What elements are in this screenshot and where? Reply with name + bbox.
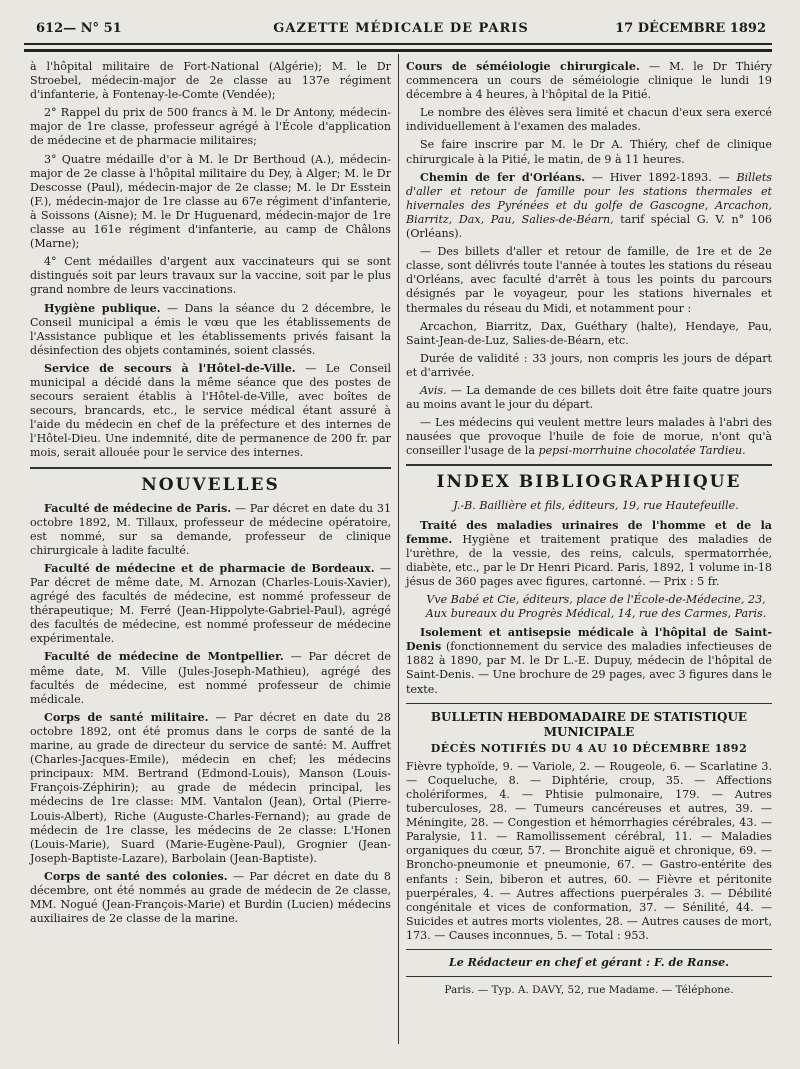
morrhuine-article [406, 416, 772, 458]
semio-paragraph-3: Se faire inscrire par M. le Dr A. Thiéry, chef de clinique chirurgicale à la Pitié, le matin, de 9 à 11 heures. [406, 138, 772, 166]
militaire-article [30, 711, 391, 866]
paris-heading: Faculté de médecine de Paris. [44, 501, 232, 515]
book-1-title: Traité des maladies urinaires de l'homme et de la femme. [406, 518, 772, 546]
right-column [406, 60, 772, 997]
publisher-1: J.-B. Baillière et fils, éditeurs, 19, rue Hautefeuille. [453, 499, 739, 513]
secours-article [30, 362, 391, 461]
column-divider [398, 54, 399, 1044]
book-1 [406, 519, 772, 589]
header-rule-thick [24, 49, 772, 52]
awards-paragraph-1: à l'hôpital militaire de Fort-National (Algérie); M. le Dr Stroebel, médecin-major de 2e classe au 137e régiment d'infanterie, à Fontenay-le-Comte (Vendée); [30, 60, 391, 102]
semio-paragraph-2: Le nombre des élèves sera limité et chacun d'eux sera exercé individuellement à l'examen des malades. [406, 106, 772, 134]
hygiene-heading: Hygiène publique. [44, 301, 161, 315]
book-2 [406, 626, 772, 696]
hygiene-text: — Dans la séance du 2 décembre, le Conseil municipal a émis le vœu que les établissements de l'Assistance publique et les établissements privés faisant la désinfection des objets contaminés, soient classés. [30, 301, 391, 357]
publisher-2a: Vve Babé et Cie, éditeurs, place de l'École-de-Médecine, 23, [426, 593, 766, 606]
montpellier-text: — Par décret de même date, M. Ville (Jules-Joseph-Mathieu), agrégé des facultés de médecine, est nommé professeur de chimie médicale. [30, 650, 391, 706]
orleans-article [406, 171, 772, 241]
orleans-paragraph-2: — Des billets d'aller et retour de famille, de 1re et de 2e classe, sont délivrés toute l'année à toutes les stations du réseau d'Orléans, avec faculté d'arrêt à tous les points du parcours désignés par le voyageur, pour les stations hivernales et thermales du réseau du Midi, et notamment pour : [406, 245, 772, 315]
bordeaux-text: — Par décret de même date, M. Arnozan (Charles-Louis-Xavier), agrégé des facultés de médecine, est nommé professeur de thérapeutique; M. Ferré (Jean-Hippolyte-Gabriel-Paul), agrégé des facultés de médecine, est nommé professeur de médecine expérimentale. [30, 561, 391, 646]
morrhuine-product: pepsi-morrhuine chocolatée Tardieu. [538, 444, 746, 458]
avis-text: — La demande de ces billets doit être faite quatre jours au moins avant le jour du départ. [406, 383, 772, 412]
militaire-heading: Corps de santé militaire. [44, 710, 209, 724]
bordeaux-heading: Faculté de médecine et de pharmacie de Bordeaux. [44, 561, 375, 575]
section-separator-right [406, 464, 772, 466]
awards-paragraph-2: 2° Rappel du prix de 500 francs à M. le Dr Antony, médecin-major de 1re classe, professeur agrégé à l'École d'application de médecine et de pharmacie militaires; [30, 106, 391, 148]
newspaper-title: GAZETTE MÉDICALE DE PARIS [273, 21, 529, 36]
colonies-heading: Corps de santé des colonies. [44, 869, 228, 883]
semio-article [406, 60, 772, 102]
orleans-italic: Billets d'aller et retour de famille pour les stations thermales et hivernales des Pyrénées et du golfe de Gascogne, Arcachon, Biarritz, Dax, Pau, Salies-de-Béarn, [406, 170, 772, 226]
militaire-text: — Par décret en date du 28 octobre 1892, ont été promus dans le corps de santé de la marine, au grade de directeur du service de santé: M. Auffret (Charles-Jacques-Emile), médecin en chef; les médecins principaux: MM. Bertrand (Edmond-Louis), Manson (Louis-François-Zéphirin); au grade de médecin principal, les médecins de 1re classe: MM. Vantalon (Jean), Ortal (Pierre-Louis-Albert), Riche (Auguste-Charles-Fernand); au grade de médecin de 1re classe, les médecins de 2e classe: L'Honen (Louis-Marie), Suard (Marie-Eugène-Paul), Grognier (Jean-Joseph-Baptiste-Lazare), Barbolain (Jean-Baptiste). [30, 710, 391, 865]
printer-line: Paris. — Typ. A. DAVY, 52, rue Madame. — Téléphone. [444, 984, 734, 997]
avis-label: Avis. [420, 383, 447, 397]
issue-date: 17 DÉCEMBRE 1892 [615, 21, 766, 36]
secours-heading: Service de secours à l'Hôtel-de-Ville. [44, 361, 296, 375]
signature-separator [406, 949, 772, 950]
orleans-paragraph-3: Arcachon, Biarritz, Dax, Guéthary (halte), Hendaye, Pau, Saint-Jean-de-Luz, Salies-de-Béarn, etc. [406, 319, 772, 347]
editor-signature: Le Rédacteur en chef et gérant : F. de Ranse. [448, 955, 730, 969]
paris-text: — Par décret en date du 31 octobre 1892, M. Tillaux, professeur de médecine opératoire, est nommé, sur sa demande, professeur de clinique chirurgicale à ladite faculté. [30, 501, 392, 557]
deces-list: Fièvre typhoïde, 9. — Variole, 2. — Rougeole, 6. — Scarlatine 3. — Coqueluche, 8. — Diphtérie, croup, 35. — Affections cholériformes, 4. — Phtisie pulmonaire, 179. — Autres tuberculoses, 28. — Tumeurs cancéreuses et autres, 39. — Méningite, 28. — Congestion et hémorrhagies cérébrales, 43. — Paralysie, 11. — Ramollissement cérébral, 11. — Maladies organiques du cœur, 57. — Bronchite aiguë et chronique, 69. — Broncho-pneumonie et pneumonie, 67. — Gastro-entérite des enfants : Sein, biberon et autres, 60. — Fièvre et péritonite puerpérales, 4. — Autres affections puerpérales 3. — Débilité congénitale et vices de conformation, 37. — Sénilité, 44. — Suicides et autres morts violentes, 28. — Autres causes de mort, 173. — Causes inconnues, 5. — Total : 953. [406, 759, 772, 942]
semio-text: — M. le Dr Thiéry commencera un cours de séméiologie clinique le lundi 19 décembre à 4 heures, à l'hôpital de la Pitié. [406, 60, 772, 102]
morrhuine-text: — Les médecins qui veulent mettre leurs malades à l'abri des nausées que provoque l'huile de foie de morue, n'ont qu'à conseiller l'usage de la [406, 416, 772, 458]
colonies-article [30, 870, 391, 926]
awards-paragraph-3: 3° Quatre médaille d'or à M. le Dr Berthoud (A.), médecin-major de 2e classe à l'hôpital militaire du Dey, à Alger; M. le Dr Descosse (Paul), médecin-major de 2e classe; M. le Dr Esstein (F.), médecin-major de 1re classe au 67e régiment d'infanterie, à Soissons (Aisne); M. le Dr Huguenard, médecin-major de 1re classe au 161e régiment d'infanterie, au camp de Châlons (Marne); [30, 152, 391, 251]
hygiene-article [30, 302, 391, 358]
montpellier-article [30, 650, 391, 706]
bulletin-title-2: MUNICIPALE [543, 724, 635, 739]
semio-heading: Cours de séméiologie chirurgicale. [406, 60, 640, 73]
colonies-text: — Par décret en date du 8 décembre, ont été nommés au grade de médecin de 2e classe, MM. Nogué (Jean-François-Marie) et Burdin (Lucien) médecins auxiliaires de 2e classe de la marine. [30, 869, 391, 926]
section-separator [30, 467, 391, 469]
header-rule [24, 43, 772, 45]
deces-heading: DÉCÈS NOTIFIÉS DU 4 AU 10 DÉCEMBRE 1892 [430, 741, 748, 755]
orleans-heading: Chemin de fer d'Orléans. [420, 170, 586, 184]
bulletin-separator [406, 703, 772, 704]
orleans-avis [406, 384, 772, 412]
book-1-text: Hygiène et traitement pratique des maladies de l'urèthre, de la vessie, des reins, calculs, spermatorrhée, diabète, etc., par le Dr Henri Picard. Paris, 1892, 1 volume in-18 jésus de 360 pages avec figures, cartonné. — Prix : 5 fr. [406, 532, 772, 588]
paris-article [30, 502, 391, 558]
orleans-text-1: — Hiver 1892-1893. — [585, 170, 737, 184]
orleans-paragraph-4: Durée de validité : 33 jours, non compris les jours de départ et d'arrivée. [406, 351, 772, 379]
bulletin-title-1: BULLETIN HEBDOMADAIRE DE STATISTIQUE [430, 709, 748, 724]
left-column [30, 60, 391, 930]
nouvelles-title: NOUVELLES [141, 474, 280, 495]
printer-separator [406, 976, 772, 977]
orleans-text-2: tarif spécial G. V. n° 106 (Orléans). [406, 212, 772, 241]
secours-text: — Le Conseil municipal a décidé dans la même séance que des postes de secours seraient établis à l'Hôtel-de-Ville, avec boîtes de secours, brancards, etc., le service médical étant assuré à l'aide du médecin en chef de la préfecture et des internes de l'Hôtel-Dieu. Une indemnité, dite de permanence de 200 fr. par mois, serait allouée pour le service des internes. [30, 361, 391, 460]
page-header [36, 18, 766, 40]
montpellier-heading: Faculté de médecine de Montpellier. [44, 650, 284, 664]
book-2-title: Isolement et antisepsie médicale à l'hôpital de Saint-Denis [406, 626, 772, 654]
index-title: INDEX BIBLIOGRAPHIQUE [436, 472, 742, 493]
book-2-text: (fonctionnement du service des maladies infectieuses de 1882 à 1890, par M. le Dr L.-E. Dupuy, médecin de l'hôpital de Saint-Denis. — Une brochure de 29 pages, avec 3 figures dans le texte. [406, 640, 772, 696]
awards-paragraph-4: 4° Cent médailles d'argent aux vaccinateurs qui se sont distingués soit par leurs travaux sur la vaccine, soit par le plus grand nombre de leurs vaccinations. [30, 255, 391, 297]
publisher-2b: Aux bureaux du Progrès Médical, 14, rue des Carmes, Paris. [425, 607, 767, 621]
bordeaux-article [30, 562, 391, 647]
page-number: 612— N° 51 [36, 21, 122, 36]
